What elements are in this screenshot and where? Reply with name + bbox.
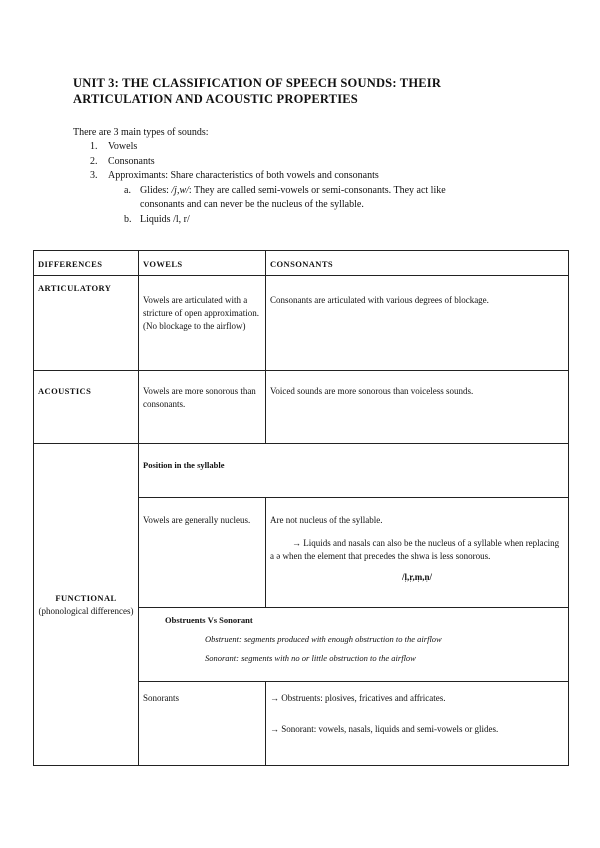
row-label-acoustics: ACOUSTICS	[38, 386, 92, 396]
list-text: Vowels	[108, 141, 138, 152]
header-consonants: CONSONANTS	[270, 259, 334, 269]
list-item	[90, 140, 510, 155]
row-label-articulatory: ARTICULATORY	[38, 283, 112, 293]
obstruent-definition: Obstruent: segments produced with enough obstruction to the airflow	[205, 634, 442, 644]
sonorants-point-sonorant: → Sonorant: vowels, nasals, liquids and semi-vowels or glides.	[270, 724, 499, 734]
list-number: 1.	[90, 141, 98, 152]
list-item	[90, 169, 510, 184]
position-in-syllable-title: Position in the syllable	[143, 460, 225, 470]
header-vowels: VOWELS	[143, 259, 183, 269]
sub-list-symbols: /j,w/	[171, 184, 189, 196]
list-number: 2.	[90, 155, 98, 167]
row-label-functional-block	[34, 588, 138, 622]
table-header-row	[34, 251, 569, 276]
obstruents-block	[139, 608, 568, 669]
sub-list-text: : They are called semi-vowels or semi-consonants. They act like consonants and can never be the nucleus of the syllable.	[140, 184, 446, 210]
position-vowels: Vowels are generally nucleus.	[143, 515, 251, 525]
row-label-functional: FUNCTIONAL	[55, 592, 117, 603]
differences-table	[33, 250, 569, 766]
sub-list-label: Glides:	[140, 184, 172, 196]
articulatory-vowels: Vowels are articulated with a stricture of open approximation. (No blockage to the airflow)	[143, 295, 259, 331]
intro-text: There are 3 main types of sounds:	[73, 127, 209, 138]
row-sublabel-functional: (phonological differences)	[38, 605, 134, 616]
syllabic-consonant-symbols: /l̩,r̩,m̩,n̩/	[402, 572, 432, 582]
table-row-position-title	[34, 444, 569, 498]
sonorant-definition: Sonorant: segments with no or little obstruction to the airflow	[205, 653, 416, 663]
sub-list-item	[124, 213, 490, 228]
sound-types-list	[90, 140, 510, 227]
list-text: Approximants: Share characteristics of both vowels and consonants	[108, 170, 379, 181]
unit-title-line-1: UNIT 3: THE CLASSIFICATION OF SPEECH SOUNDS: THEIR	[73, 76, 442, 90]
sub-list-letter: a.	[124, 184, 131, 196]
unit-title-line-2: ARTICULATION AND ACOUSTIC PROPERTIES	[73, 92, 358, 106]
list-item	[90, 155, 510, 170]
articulatory-consonants: Consonants are articulated with various degrees of blockage.	[270, 295, 489, 305]
sub-list-symbols: /l, r/	[173, 213, 190, 225]
sonorants-points	[266, 682, 568, 740]
sub-list-item	[124, 184, 490, 213]
sub-list-label: Liquids	[140, 213, 174, 225]
table-row-acoustics	[34, 371, 569, 444]
position-consonants-line-2: → Liquids and nasals can also be the nucleus of a syllable when replacing a ə when the element that precedes the shwa is less sonorous.	[270, 538, 560, 561]
position-consonants	[266, 498, 568, 588]
sonorants-point-obstruents: → Obstruents: plosives, fricatives and affricates.	[270, 693, 446, 703]
header-differences: DIFFERENCES	[38, 259, 103, 269]
position-consonants-line-1: Are not nucleus of the syllable.	[270, 515, 383, 525]
obstruents-title: Obstruents Vs Sonorant	[165, 615, 253, 625]
table-row-articulatory	[34, 276, 569, 371]
sonorants-label: Sonorants	[143, 693, 179, 703]
list-number: 3.	[90, 170, 98, 181]
list-text: Consonants	[108, 155, 155, 167]
sub-list-letter: b.	[124, 213, 132, 225]
acoustics-vowels: Vowels are more sonorous than consonants.	[143, 386, 256, 409]
unit-title	[73, 75, 533, 107]
acoustics-consonants: Voiced sounds are more sonorous than voiceless sounds.	[270, 386, 474, 396]
